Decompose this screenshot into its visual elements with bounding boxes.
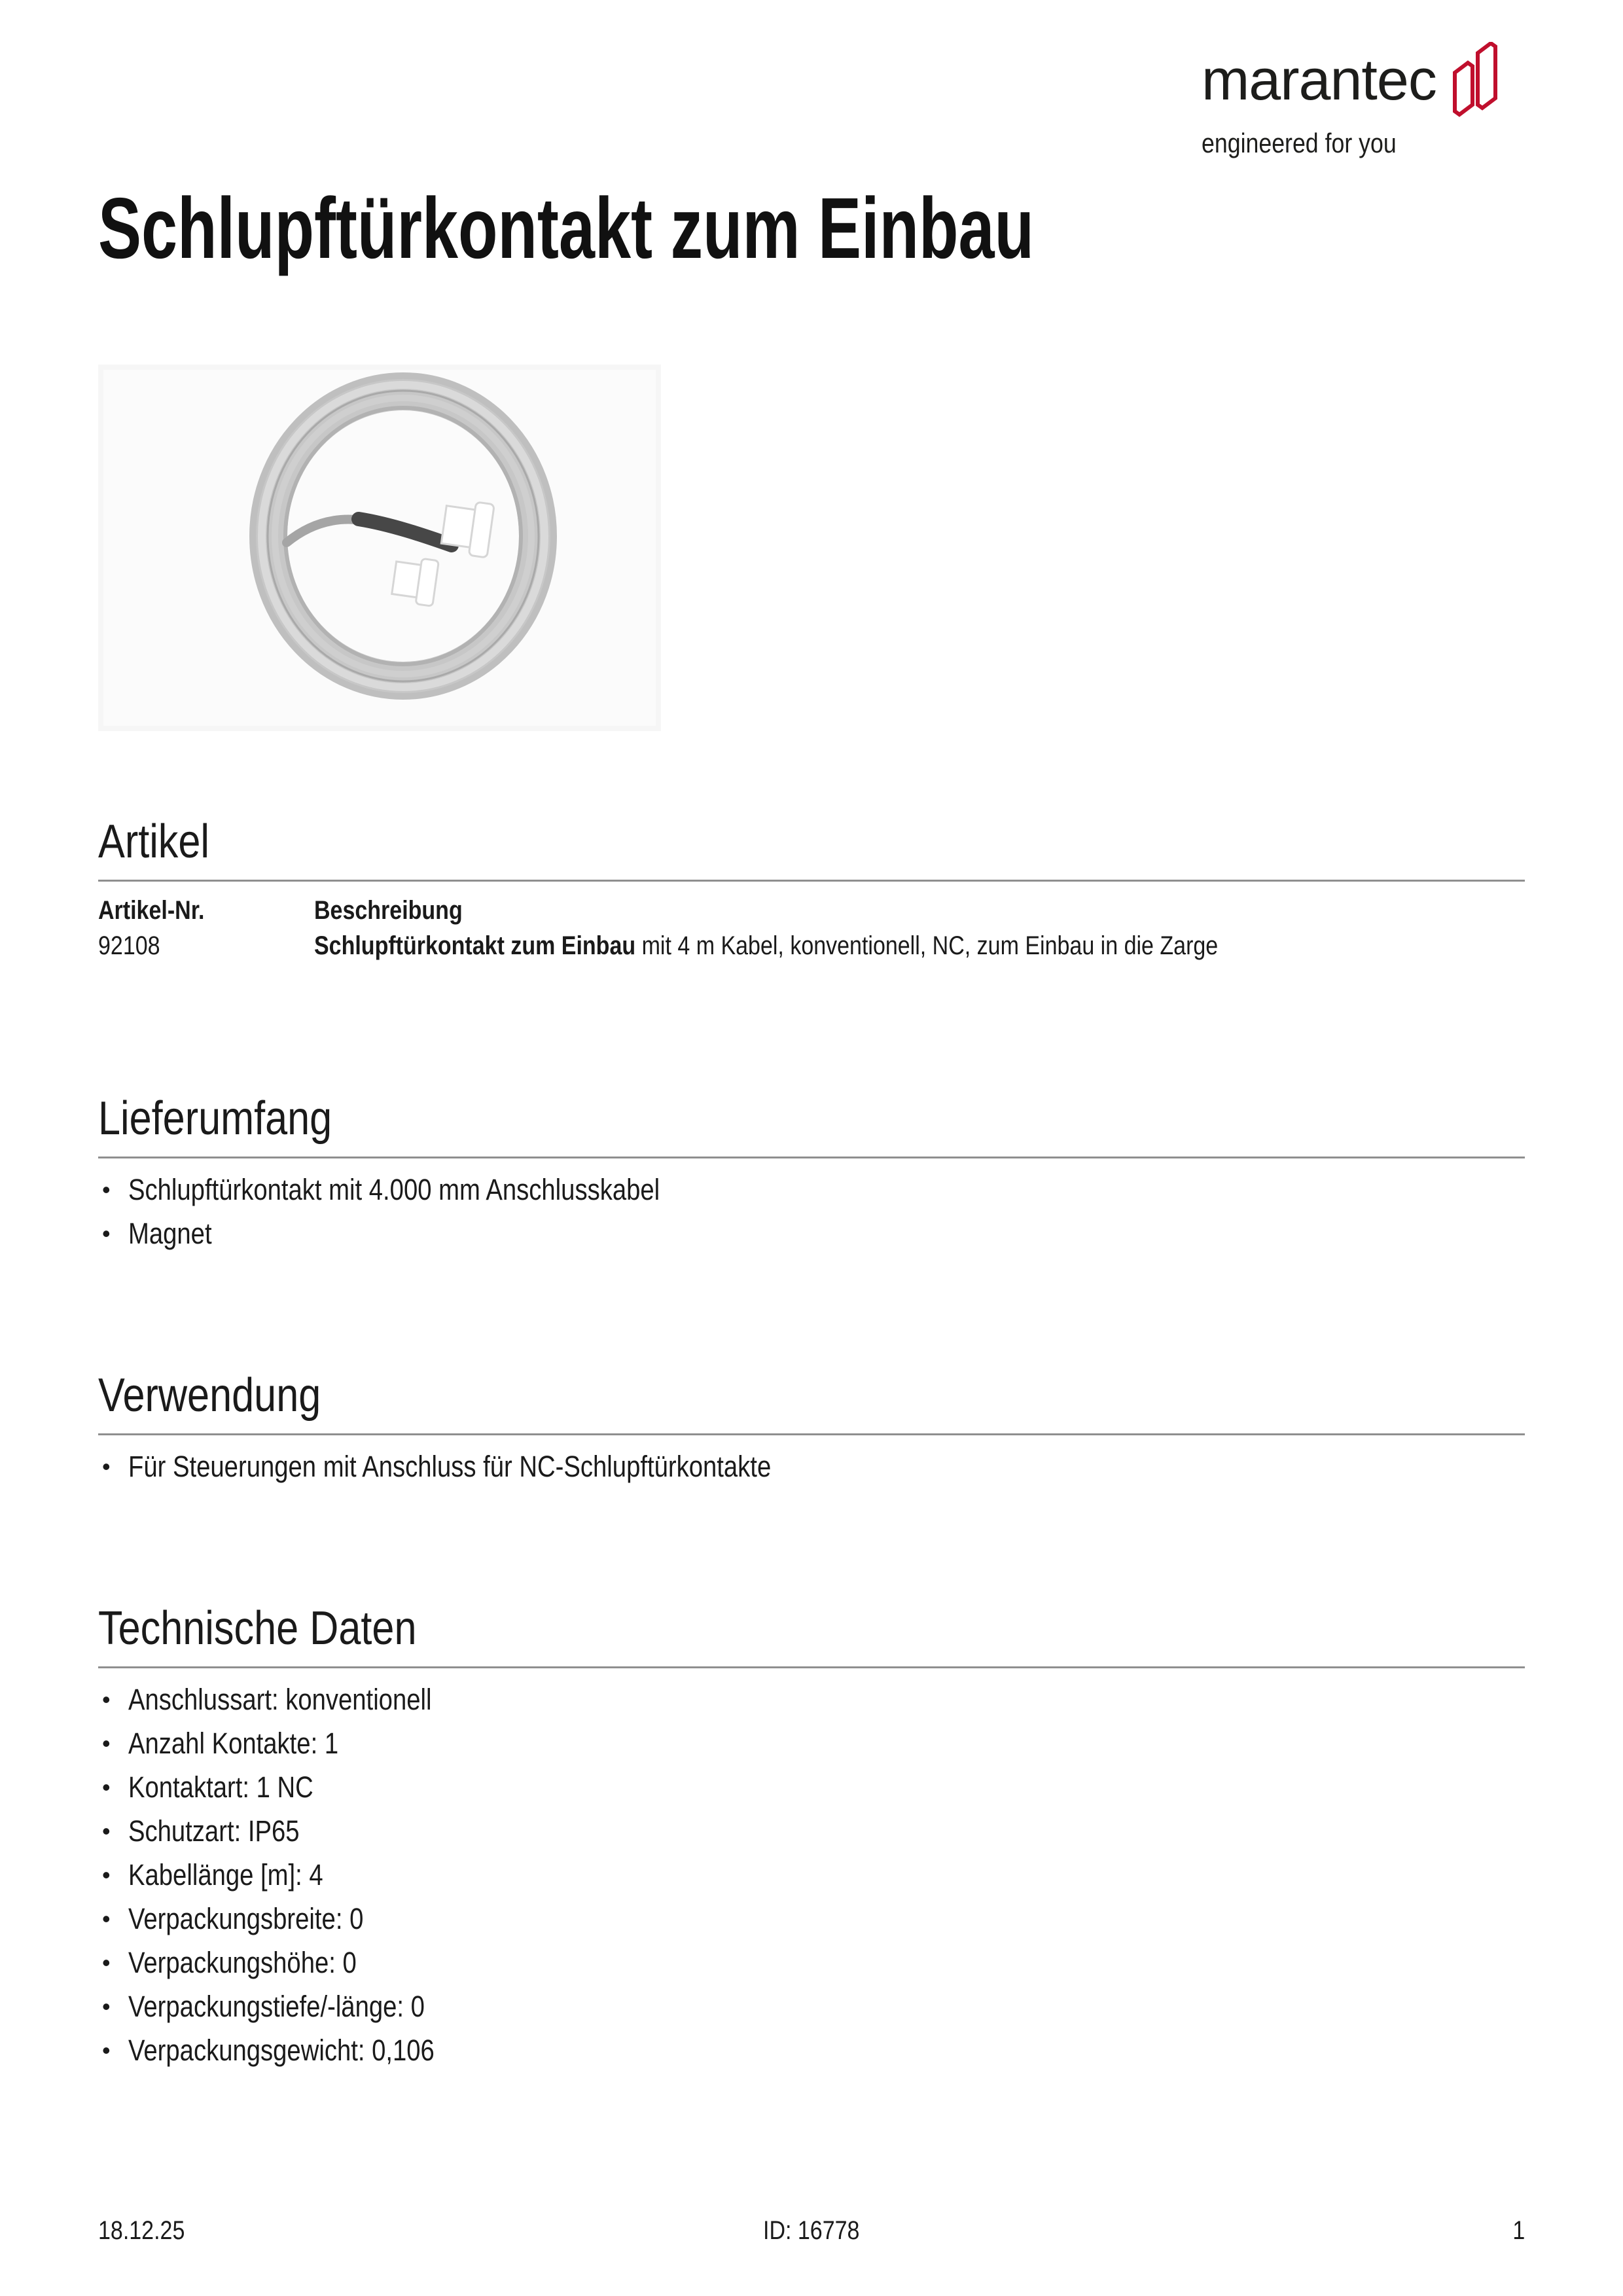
section-technische-daten <box>98 1602 1525 2072</box>
section-divider <box>98 1666 1525 1668</box>
technische-daten-list <box>98 1677 1525 2072</box>
footer-page-number: 1 <box>1512 2216 1525 2245</box>
list-item: • Verpackungshöhe: 0 <box>98 1941 1525 1984</box>
section-divider <box>98 880 1525 882</box>
product-photo <box>98 365 661 731</box>
page-footer <box>98 2215 1525 2246</box>
brand-tagline: engineered for you <box>1202 128 1397 158</box>
section-divider <box>98 1157 1525 1158</box>
footer-doc-id: ID: 16778 <box>763 2216 860 2245</box>
section-heading-verwendung: Verwendung <box>98 1369 321 1422</box>
footer-date: 18.12.25 <box>98 2216 185 2245</box>
list-item: • Anschlussart: konventionell <box>98 1677 1525 1721</box>
article-table <box>98 893 1525 963</box>
list-item: • Magnet <box>98 1211 1525 1255</box>
column-header-artikel-nr: Artikel-Nr. <box>98 896 205 925</box>
list-item: • Verpackungstiefe/-länge: 0 <box>98 1984 1525 2028</box>
column-header-beschreibung: Beschreibung <box>314 896 463 925</box>
page-title: Schlupftürkontakt zum Einbau <box>98 180 1035 276</box>
list-item: • Für Steuerungen mit Anschluss für NC-Schlupftürkontakte <box>98 1444 1525 1488</box>
list-item: • Schutzart: IP65 <box>98 1809 1525 1853</box>
article-description-cell: Schlupftürkontakt zum Einbau mit 4 m Kabel, konventionell, NC, zum Einbau in die Zarge <box>314 931 1219 960</box>
brand-wordmark: marantec <box>1202 47 1436 112</box>
section-heading-technische-daten: Technische Daten <box>98 1602 417 1655</box>
marantec-door-panels-icon <box>1452 42 1498 118</box>
section-heading-artikel: Artikel <box>98 816 210 868</box>
section-verwendung <box>98 1369 1525 1488</box>
list-item: • Anzahl Kontakte: 1 <box>98 1721 1525 1765</box>
section-divider <box>98 1433 1525 1435</box>
list-item: • Kontaktart: 1 NC <box>98 1765 1525 1809</box>
list-item: • Schlupftürkontakt mit 4.000 mm Anschlusskabel <box>98 1168 1525 1211</box>
section-heading-lieferumfang: Lieferumfang <box>98 1092 332 1145</box>
brand-logo <box>1202 34 1498 157</box>
article-number-cell: 92108 <box>98 931 160 960</box>
list-item: • Kabellänge [m]: 4 <box>98 1853 1525 1897</box>
section-artikel <box>98 818 1525 963</box>
list-item: • Verpackungsgewicht: 0,106 <box>98 2028 1525 2072</box>
list-item: • Verpackungsbreite: 0 <box>98 1897 1525 1941</box>
section-lieferumfang <box>98 1092 1525 1255</box>
lieferumfang-list <box>98 1168 1525 1255</box>
verwendung-list <box>98 1444 1525 1488</box>
